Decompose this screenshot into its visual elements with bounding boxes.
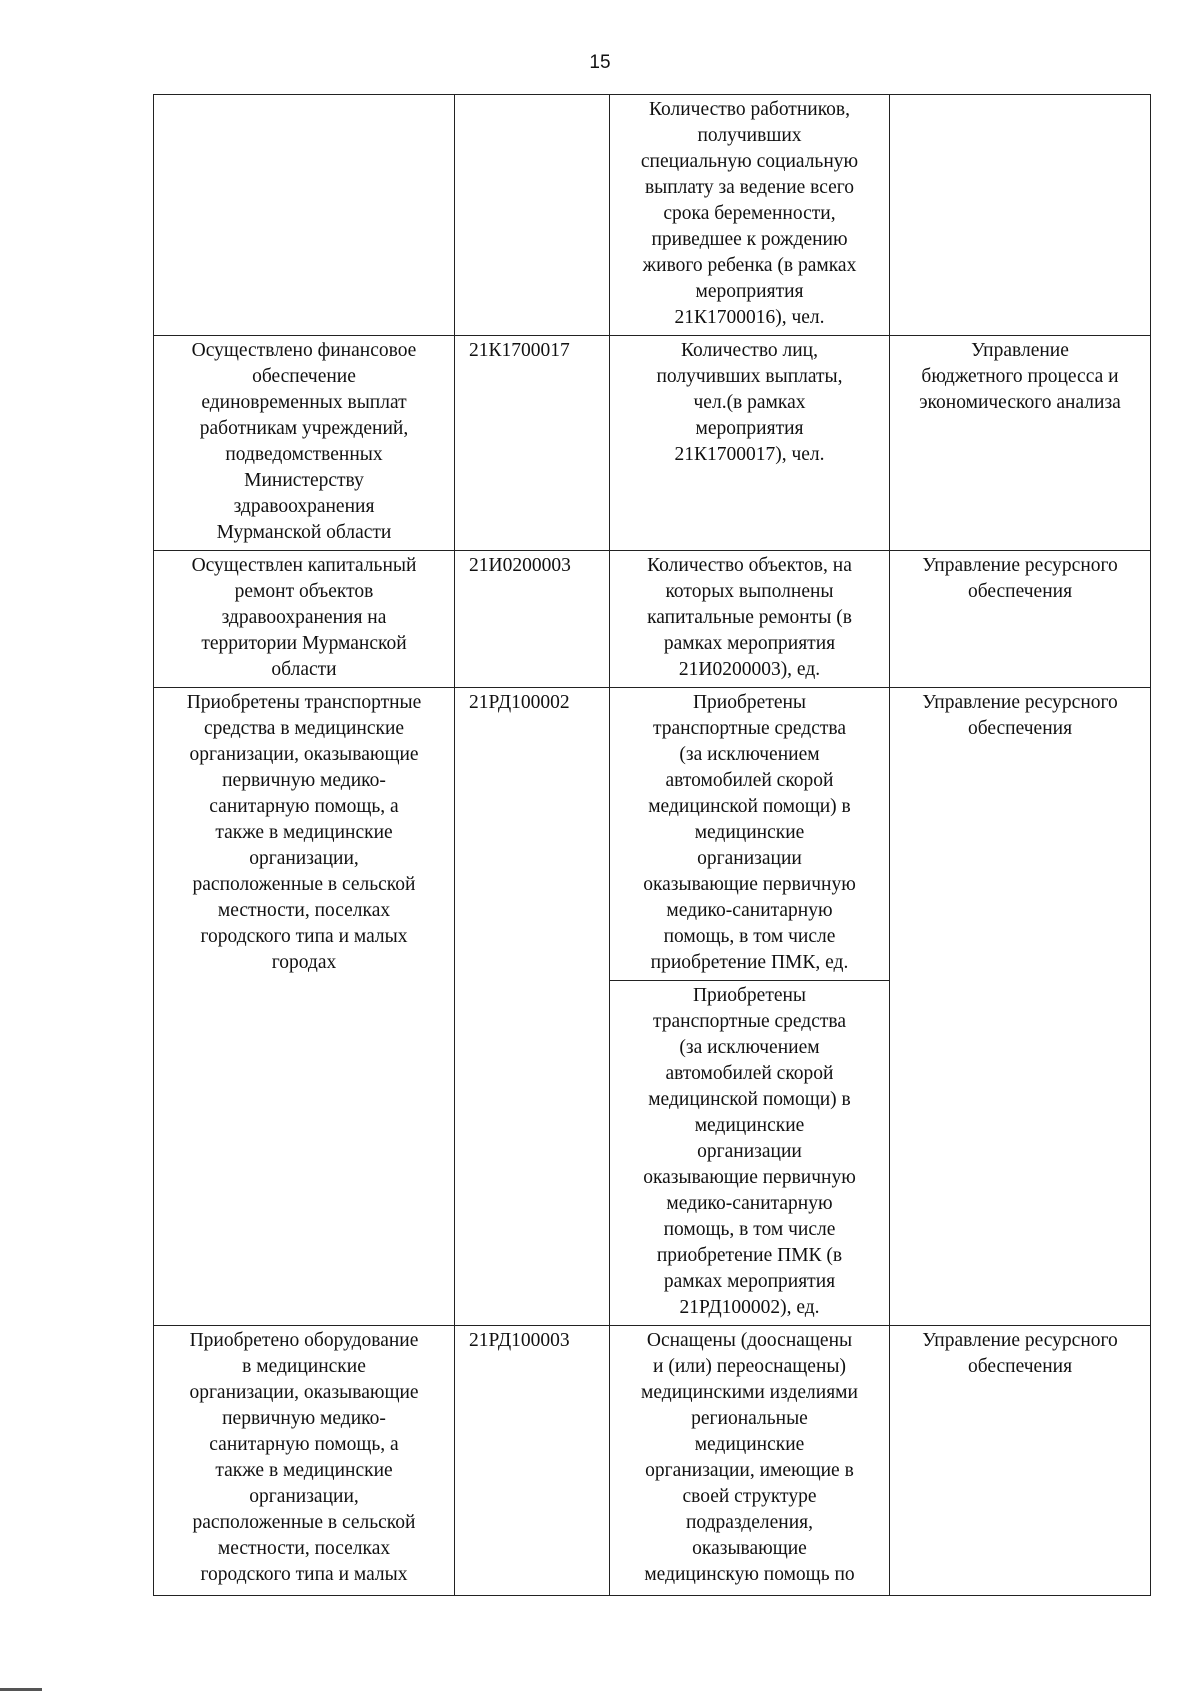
department-cell: Управление бюджетного процесса и экономического анализа <box>890 336 1151 551</box>
result-cell: Приобретено оборудование в медицинские организации, оказывающие первичную медико- санитарную помощь, а также в медицинские организации, расположенные в сельской местности, поселках городского типа и малых <box>154 1326 455 1596</box>
indicator-cell: Количество лиц, получивших выплаты, чел.(в рамках мероприятия 21К1700017), чел. <box>610 336 890 551</box>
indicator-cell: Оснащены (дооснащены и (или) переоснащены) медицинскими изделиями региональные медицинские организации, имеющие в своей структуре подразделения, оказывающие медицинскую помощь по <box>610 1326 890 1596</box>
table-row <box>154 1326 1151 1596</box>
department-cell: Управление ресурсного обеспечения <box>890 1326 1151 1596</box>
indicator-cell: Приобретены транспортные средства (за исключением автомобилей скорой медицинской помощи) в медицинские организации оказывающие первичную медико-санитарную помощь, в том числе приобретение ПМК, ед. <box>610 688 890 981</box>
code-cell: 21РД100002 <box>455 688 610 1326</box>
page-number: 15 <box>589 52 611 73</box>
code-cell <box>455 95 610 336</box>
results-table <box>153 94 1151 1596</box>
table-row <box>154 95 1151 336</box>
scan-edge-mark <box>0 1688 42 1691</box>
table-row <box>154 551 1151 688</box>
code-cell: 21РД100003 <box>455 1326 610 1596</box>
result-cell: Приобретены транспортные средства в медицинские организации, оказывающие первичную медико- санитарную помощь, а также в медицинские организации, расположенные в сельской местности, поселках городского типа и малых городах <box>154 688 455 1326</box>
department-cell <box>890 95 1151 336</box>
result-cell <box>154 95 455 336</box>
department-cell: Управление ресурсного обеспечения <box>890 688 1151 1326</box>
department-cell: Управление ресурсного обеспечения <box>890 551 1151 688</box>
indicator-cell: Количество работников, получивших специальную социальную выплату за ведение всего срока беременности, приведшее к рождению живого ребенка (в рамках мероприятия 21К1700016), чел. <box>610 95 890 336</box>
result-cell: Осуществлено финансовое обеспечение единовременных выплат работникам учреждений, подведомственных Министерству здравоохранения Мурманской области <box>154 336 455 551</box>
code-cell: 21И0200003 <box>455 551 610 688</box>
table-row <box>154 336 1151 551</box>
code-cell: 21К1700017 <box>455 336 610 551</box>
indicator-cell: Приобретены транспортные средства (за исключением автомобилей скорой медицинской помощи) в медицинские организации оказывающие первичную медико-санитарную помощь, в том числе приобретение ПМК (в рамках мероприятия 21РД100002), ед. <box>610 981 890 1326</box>
indicator-cell: Количество объектов, на которых выполнены капитальные ремонты (в рамках мероприятия 21И0200003), ед. <box>610 551 890 688</box>
result-cell: Осуществлен капитальный ремонт объектов здравоохранения на территории Мурманской области <box>154 551 455 688</box>
table-row <box>154 688 1151 981</box>
